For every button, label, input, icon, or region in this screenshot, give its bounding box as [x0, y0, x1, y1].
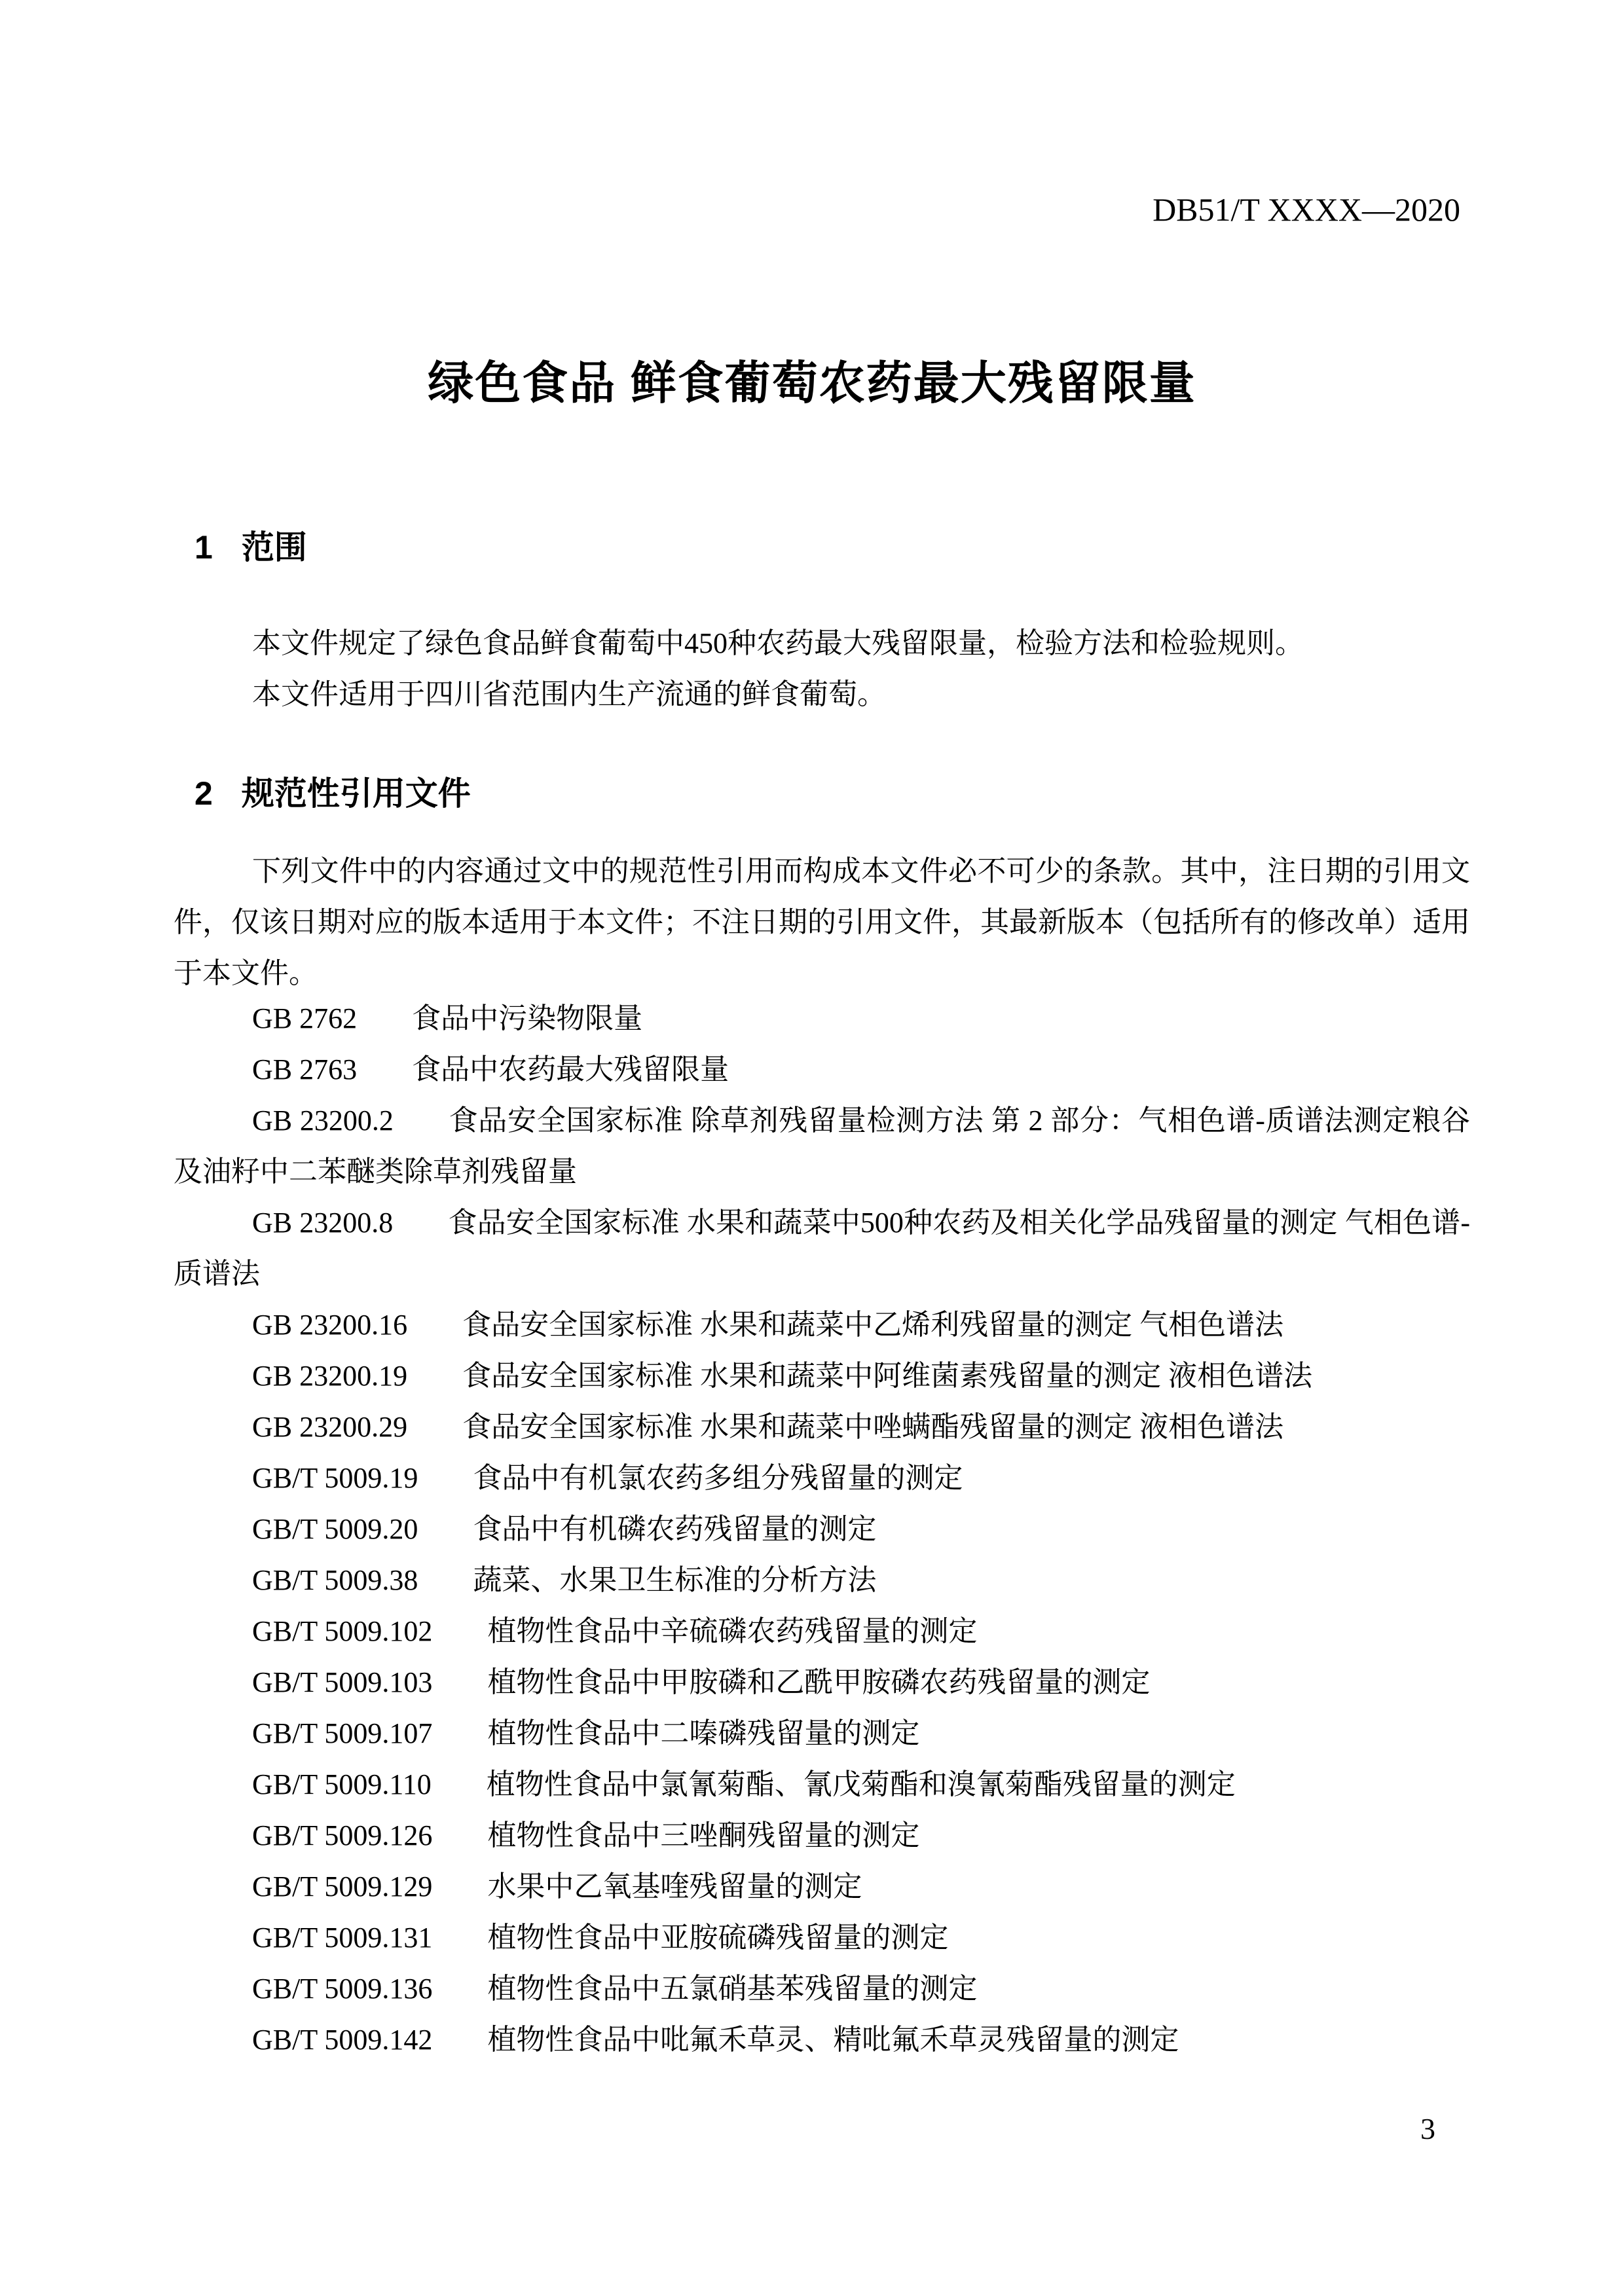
reference-title: 蔬菜、水果卫生标准的分析方法	[473, 1564, 877, 1596]
reference-item	[174, 1402, 1470, 1453]
reference-item	[174, 2014, 1470, 2066]
reference-code: GB/T 5009.142	[252, 2024, 433, 2056]
running-header: DB51/T XXXX—2020	[1153, 191, 1460, 228]
reference-title: 食品安全国家标准 除草剂残留量检测方法 第 2 部分：气相色谱-质谱法测定粮谷及油籽中二苯醚类除草剂残留量	[174, 1104, 1471, 1188]
reference-code: GB/T 5009.110	[252, 1768, 432, 1800]
reference-item	[174, 1963, 1470, 2014]
reference-title: 食品安全国家标准 水果和蔬菜中唑螨酯残留量的测定 液相色谱法	[462, 1411, 1284, 1443]
reference-item	[174, 1912, 1470, 1963]
references-list	[174, 993, 1470, 2066]
reference-code: GB/T 5009.19	[252, 1462, 418, 1494]
reference-code: GB 2763	[252, 1053, 358, 1085]
reference-code: GB 23200.16	[252, 1309, 408, 1341]
reference-title: 植物性食品中三唑酮残留量的测定	[487, 1819, 920, 1851]
reference-title: 食品安全国家标准 水果和蔬菜中乙烯利残留量的测定 气相色谱法	[462, 1309, 1284, 1341]
reference-title: 植物性食品中吡氟禾草灵、精吡氟禾草灵残留量的测定	[487, 2024, 1179, 2056]
reference-item	[174, 1657, 1470, 1708]
reference-item	[174, 1861, 1470, 1912]
reference-code: GB/T 5009.38	[252, 1564, 418, 1596]
reference-item	[174, 1095, 1470, 1197]
reference-code: GB 23200.2	[252, 1104, 394, 1137]
reference-title: 植物性食品中五氯硝基苯残留量的测定	[487, 1973, 978, 2005]
reference-title: 食品安全国家标准 水果和蔬菜中500种农药及相关化学品残留量的测定 气相色谱-质谱法	[174, 1207, 1471, 1290]
reference-title: 植物性食品中二嗪磷残留量的测定	[487, 1717, 920, 1749]
reference-item	[174, 1300, 1470, 1351]
reference-title: 植物性食品中氯氰菊酯、氰戊菊酯和溴氰菊酯残留量的测定	[486, 1768, 1236, 1800]
reference-code: GB/T 5009.107	[252, 1717, 433, 1749]
reference-title: 植物性食品中甲胺磷和乙酰甲胺磷农药残留量的测定	[487, 1666, 1151, 1698]
reference-title: 植物性食品中亚胺硫磷残留量的测定	[487, 1922, 949, 1954]
reference-item	[174, 1810, 1470, 1861]
section-2-label: 规范性引用文件	[241, 775, 471, 812]
applicability-paragraph: 本文件适用于四川省范围内生产流通的鲜食葡萄。	[252, 678, 886, 710]
reference-item	[174, 1555, 1470, 1606]
reference-code: GB/T 5009.103	[252, 1666, 433, 1698]
section-2-heading	[194, 774, 471, 813]
reference-code: GB/T 5009.126	[252, 1819, 433, 1851]
section-1-label: 范围	[241, 529, 307, 566]
reference-code: GB 23200.29	[252, 1411, 408, 1443]
reference-code: GB/T 5009.102	[252, 1615, 433, 1647]
section-2-number: 2	[194, 775, 213, 812]
section-1-heading	[194, 528, 307, 567]
reference-code: GB 2762	[252, 1002, 358, 1034]
scope-paragraph: 本文件规定了绿色食品鲜食葡萄中450种农药最大残留限量，检验方法和检验规则。	[252, 627, 1304, 659]
section-1-body	[174, 618, 1470, 720]
reference-item	[174, 1759, 1470, 1810]
reference-title: 食品中有机氯农药多组分残留量的测定	[473, 1462, 963, 1494]
reference-title: 水果中乙氧基喹残留量的测定	[487, 1870, 862, 1903]
reference-title: 食品中有机磷农药残留量的测定	[473, 1513, 877, 1545]
reference-code: GB/T 5009.20	[252, 1513, 418, 1545]
reference-item	[174, 1606, 1470, 1657]
reference-item	[174, 1351, 1470, 1402]
reference-code: GB/T 5009.131	[252, 1922, 433, 1954]
reference-item	[174, 1044, 1470, 1095]
reference-item	[174, 1708, 1470, 1759]
reference-code: GB/T 5009.129	[252, 1870, 433, 1903]
reference-item	[174, 1453, 1470, 1504]
reference-code: GB 23200.19	[252, 1360, 408, 1392]
section-1-number: 1	[194, 529, 213, 566]
reference-item	[174, 1197, 1470, 1300]
reference-title: 食品中农药最大残留限量	[412, 1053, 729, 1085]
reference-title: 食品中污染物限量	[412, 1002, 643, 1034]
reference-code: GB 23200.8	[252, 1207, 394, 1239]
reference-item	[174, 993, 1470, 1044]
reference-item	[174, 1504, 1470, 1555]
reference-title: 食品安全国家标准 水果和蔬菜中阿维菌素残留量的测定 液相色谱法	[462, 1360, 1313, 1392]
reference-title: 植物性食品中辛硫磷农药残留量的测定	[487, 1615, 978, 1647]
reference-code: GB/T 5009.136	[252, 1973, 433, 2005]
normative-references-intro: 下列文件中的内容通过文中的规范性引用而构成本文件必不可少的条款。其中，注日期的引用文件，仅该日期对应的版本适用于本文件；不注日期的引用文件，其最新版本（包括所有的修改单）适用于本文件。	[174, 855, 1470, 989]
section-2-body	[174, 846, 1470, 999]
document-title: 绿色食品 鲜食葡萄农药最大残留限量	[428, 357, 1196, 409]
page-number: 3	[1420, 2112, 1435, 2145]
